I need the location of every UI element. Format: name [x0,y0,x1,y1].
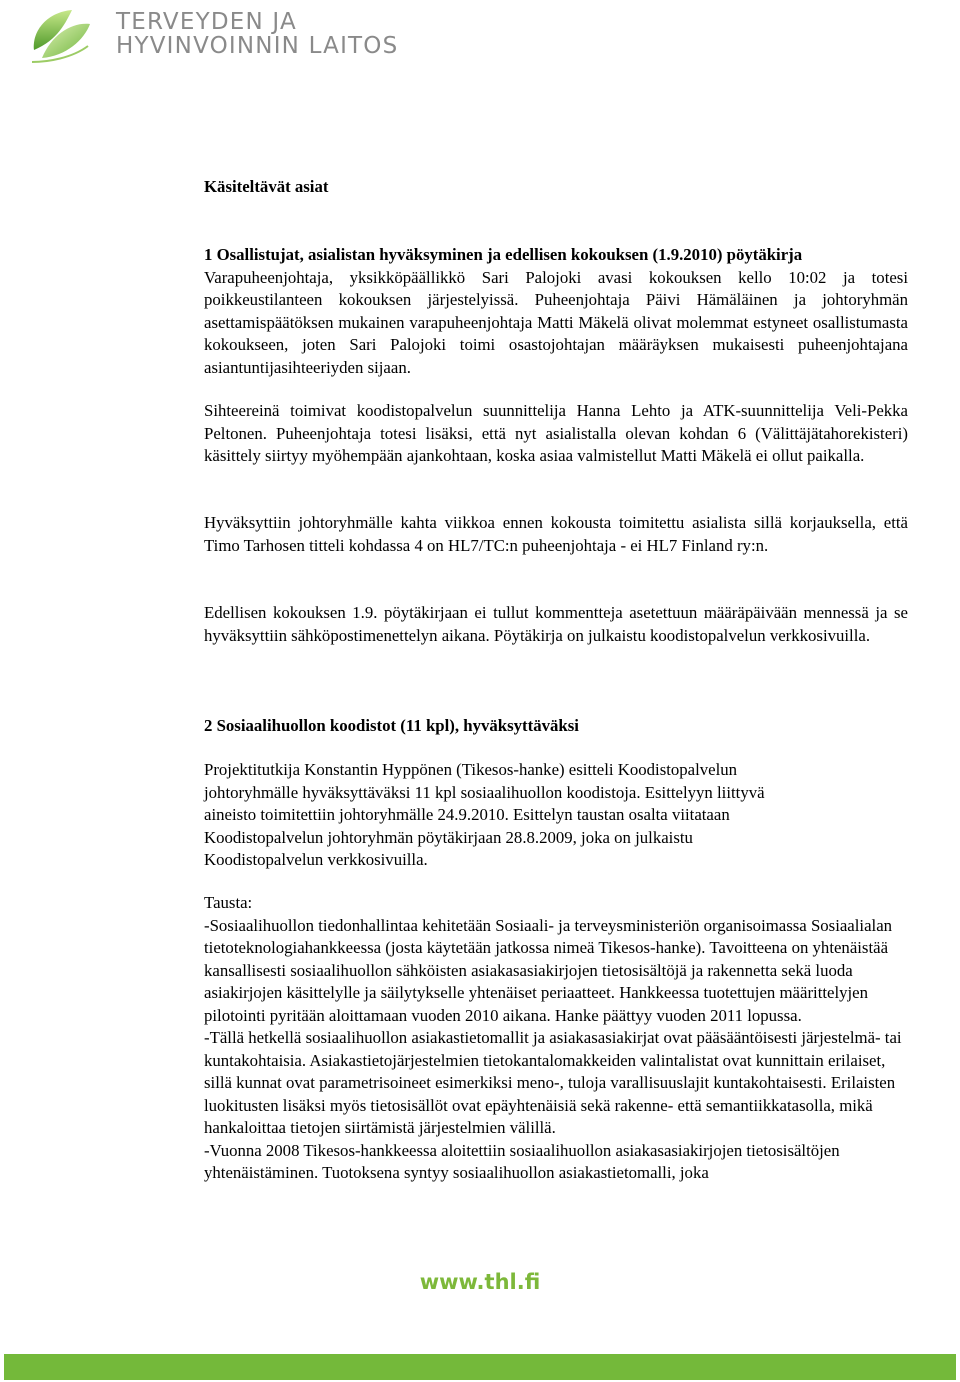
footer-address: Mannerheimintie 166, Helsinki, Finland PL/PB/P.O. Box 30, FI-00271 Helsinki, puh/tel +358 20 610 6000 [191,1317,769,1331]
section-heading: Käsiteltävät asiat [204,177,329,196]
item1-paragraph4: Edellisen kokouksen 1.9. pöytäkirjaan ei tullut kommentteja asetettuun määräpäivään mennessä ja se hyväksyttiin sähköpostimenettelyn aikana. Pöytäkirja on julkaistu koodistopalvelun verkkosivuilla. [204,603,908,645]
item1-paragraph3: Hyväksyttiin johtoryhmälle kahta viikkoa ennen kokousta toimitettu asialista sillä korjauksella, että Timo Tarhosen titteli kohdassa 4 on HL7/TC:n puheenjohtaja - ei HL7 Finland ry:n. [204,513,908,555]
item2-heading: 2 Sosiaalihuollon koodistot (11 kpl), hyväksyttäväksi [204,716,579,735]
item1-paragraph1: Varapuheenjohtaja, yksikköpäällikkö Sari Palojoki avasi kokouksen kello 10:02 ja totesi poikkeustilanteen kokouksen järjestelyissä. Puheenjohtaja Päivi Hämäläinen ja johtoryhmän asettamispäätöksen mukainen varapuheenjohtaja Matti Mäkelä olivat molemmat estyneet osallistumasta kokoukseen, joten Sari Palojoki toimi osastojohtajan määräyksen mukaisesti puheenjohtajana asiantuntijasihteeriyden sijaan. [204,267,908,377]
item1-paragraph2: Sihteereinä toimivat koodistopalvelun suunnittelija Hanna Lehto ja ATK-suunnittelija Veli-Pekka Peltonen. Puheenjohtaja totesi lisäksi, että nyt asialistalla olevan kohdan 6 (Välittäjätahorekisteri) käsittely siirtyy myöhempään ajankohtaan, koska asiaa valmistellut Matti Mäkelä ei ollut paikalla. [204,401,908,465]
document-type: Pöytäkirja [514,40,589,59]
org-name-line1: TERVEYDEN JA [116,9,297,35]
tausta-bullet2: -Tällä hetkellä sosiaalihuollon asiakastietomallit ja asiakasasiakirjat ovat pääsääntöisesti järjestelmä- tai kuntakohtaisia. Asiakastietojärjestelmien tietokantalomakkeiden valintalistat ovat kunnittain erilaiset, sillä kunnat ovat parametrisoineet esimerkiksi meno-, tuloja varallisuuslajit kuntakohtaisesti. Erilaisten luokitusten lisäksi myös tietosisällöt ovat epäyhtenäisiä sekä rakenne- että semantiikkatasolla, mikä hankaloittaa tietojen siirtämistä järjestelmien välillä. [204,1028,902,1137]
page-number: 2(22) [855,18,895,37]
item1-heading: 1 Osallistujat, asialistan hyväksyminen ja edellisen kokouksen (1.9.2010) pöytäkirja [204,245,803,264]
tausta-bullet3: -Vuonna 2008 Tikesos-hankkeessa aloitettiin sosiaalihuollon asiakasasiakirjojen tietosisältöjen yhtenäistäminen. Tuotoksena syntyy sosiaalihuollon asiakastietomalli, joka [204,1140,840,1182]
tausta-bullet1: -Sosiaalihuollon tiedonhallintaa kehitetään Sosiaali- ja terveysministeriön organisoimassa Sosiaalialan tietoteknologiahankkeessa (josta käytetään jatkossa nimeä Tikesos-hanke). Tavoitteena on yhtenäistää kansallisesti sosiaalihuollon sähköisten asiakasasiakirjojen tietosisältöjä ja rakennetta sekä luoda asiakirjojen käsittelylle ja säilytykselle yhtenäiset periaatteet. Hankkeessa tuotettujen määrittelyjen pilotointi pyritään aloittamaan vuoden 2010 aikana. Hanke päättyy vuoden 2011 lopussa. [204,915,893,1025]
leaf-logo-icon [28,4,108,66]
org-name-line2: HYVINVOINNIN LAITOS [116,33,399,59]
item2-paragraph1: Projektitutkija Konstantin Hyppönen (Tikesos-hanke) esitteli Koodistopalvelun johtoryhmälle hyväksyttäväksi 11 kpl sosiaalihuollon koodistoja. Esittelyyn liittyvä aineisto toimitettiin johtoryhmälle 24.9.2010. Esittelyn taustan osalta viitataan Koodistopalvelun johtoryhmän pöytäkirjaan 28.8.2009, joka on julkaistu Koodistopalvelun verkkosivuilla. [204,760,765,869]
tausta-label: Tausta: [204,893,253,912]
document-reference: 7/2010 [742,18,794,37]
footer-color-bar [4,1354,956,1380]
document-date: 1.10.2010 [514,110,590,129]
footer-website-link[interactable]: www.thl.fi [419,1270,541,1294]
footer-org-names: Terveyden ja hyvinvoinnin laitos • Institutet för hälsa och välfärd • National Institute for Health and Welfare [188,1300,772,1314]
thl-logo [28,4,399,66]
